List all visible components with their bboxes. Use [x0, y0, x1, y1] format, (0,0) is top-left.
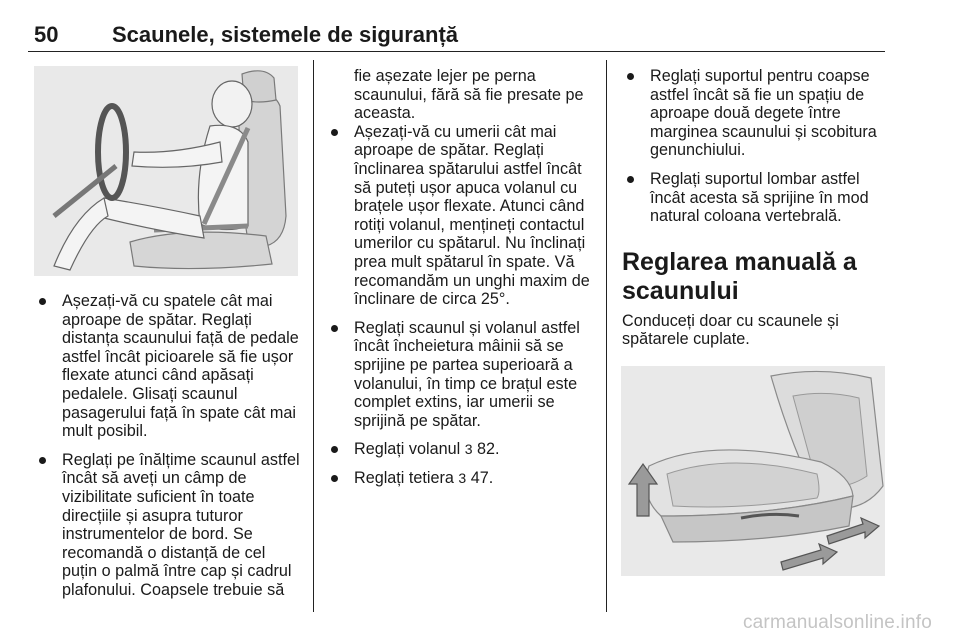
bullet-dot	[627, 73, 634, 80]
header-rule	[28, 51, 885, 52]
list-item	[622, 67, 892, 160]
list-item-text: Reglați pe înălțime scaunul astfel încât să aveți un câmp de vizibilitate suficient în toate direcțiile și asupra tuturor instrumentelor de bord. Se recomandă o distanță de cel puțin o palmă între cap și cadrul plafonului. Coapsele trebuie să	[62, 450, 300, 599]
column-3	[622, 67, 892, 384]
bullet-dot	[39, 457, 46, 464]
list-item-headrest-ref	[326, 469, 604, 488]
bullet-dot	[331, 475, 338, 482]
section-text: Conduceți doar cu scaunele și spătarele cuplate.	[622, 311, 839, 349]
list-item	[34, 292, 309, 441]
bullet-dot	[331, 446, 338, 453]
bullet-dot	[39, 298, 46, 305]
seat-adjustment-drawing	[621, 366, 885, 576]
page-header	[0, 0, 960, 52]
list-item	[34, 451, 309, 600]
column-divider-right	[606, 60, 607, 612]
page-reference-link[interactable]: 47.	[470, 468, 494, 487]
page-reference-icon: 3	[464, 441, 473, 458]
list-item-steering-ref	[326, 440, 604, 459]
list-item	[326, 123, 604, 309]
driver-seating-drawing	[34, 66, 298, 276]
page-reference-link[interactable]: 82.	[476, 440, 500, 459]
continuation-text: fie așezate lejer pe perna scaunului, fără să fie presate pe aceasta.	[354, 67, 584, 123]
list-item	[326, 319, 604, 431]
list-item	[622, 170, 892, 226]
seat-adjustment-illustration	[621, 366, 885, 576]
list-item-text: Reglați scaunul și volanul astfel încât încheietura mâinii să se sprijine pe partea superioară a volanului, în timp ce brațul este complet extins, iar umerii se sprijină pe spătar.	[354, 318, 580, 430]
list-item-text: Așezați-vă cu umerii cât mai aproape de spătar. Reglați înclinarea spătarului astfel încât să puteți ușor apuca volanul cu brațele ușor flexate. Atunci când rotiți volanul, mențineți contactul umerilor cu spătarul. Nu înclinați prea mult spătarul în spate. Vă recomandăm un unghi maxim de înclinare de circa 25°.	[354, 122, 590, 309]
bullet-dot	[331, 129, 338, 136]
column-divider-left	[313, 60, 314, 612]
page-reference-icon: 3	[458, 469, 467, 486]
list-item-text: Reglați tetiera 3 47.	[354, 468, 494, 487]
page-number: 50	[34, 22, 59, 47]
list-item-text: Reglați volanul 3 82.	[354, 440, 500, 459]
column-1	[34, 292, 309, 610]
section-title: Reglarea manuală a scaunului	[622, 247, 857, 305]
watermark: carmanualsonline.info	[742, 612, 932, 633]
driver-seating-illustration	[34, 66, 298, 276]
list-item-text: Reglați suportul pentru coapse astfel încât să fie un spațiu de aproape două degete între marginea scaunului și scobitura genunchiului.	[650, 67, 877, 160]
bullet-dot	[627, 176, 634, 183]
column-2	[326, 67, 604, 497]
page-title: Scaunele, sistemele de siguranță	[112, 22, 459, 47]
bullet-dot	[331, 325, 338, 332]
list-item-text: Așezați-vă cu spatele cât mai aproape de spătar. Reglați distanța scaunului față de pedale astfel încât picioarele să fie ușor flexate atunci când apăsați pedalele. Glisați scaunul pasagerului față în spate cât mai mult posibil.	[62, 292, 299, 441]
list-item-text: Reglați suportul lombar astfel încât acesta să sprijine în mod natural coloana vertebrală.	[650, 169, 869, 226]
